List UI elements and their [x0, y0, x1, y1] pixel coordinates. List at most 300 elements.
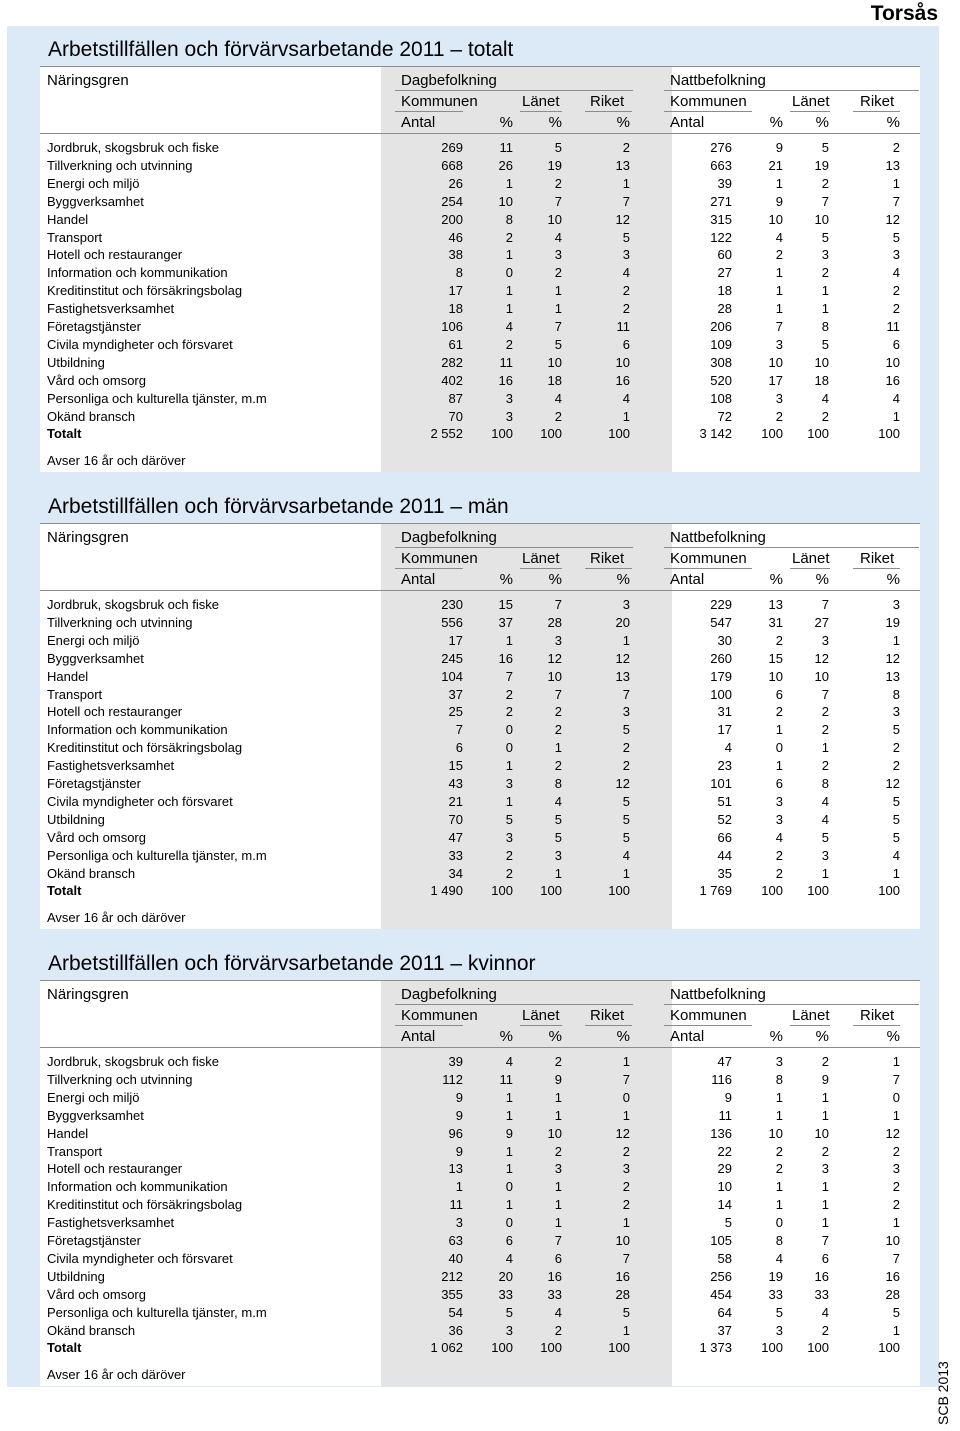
table-cell: 1 — [775, 1090, 783, 1105]
table-cell: 200 — [441, 212, 463, 227]
table-cell: 245 — [441, 651, 463, 666]
table-cell: 38 — [448, 247, 463, 262]
table-cell: 2 — [892, 283, 900, 298]
table-cell: 1 — [821, 1179, 829, 1194]
table-cell: 7 — [821, 194, 829, 209]
table-cell: 47 — [717, 1054, 732, 1069]
table-cell: 100 — [710, 687, 732, 702]
total-label: Totalt — [47, 1340, 82, 1355]
industry-label: Okänd bransch — [47, 409, 136, 424]
table-cell: 663 — [710, 158, 732, 173]
table-cell: 2 — [505, 687, 513, 702]
table-cell: 1 — [892, 1108, 900, 1123]
table-cell: 1 — [505, 1090, 513, 1105]
table-cell: 26 — [448, 176, 463, 191]
table-cell: 16 — [547, 1269, 562, 1284]
table-cell: 4 — [892, 265, 900, 280]
table-cell: 1 — [505, 301, 513, 316]
table-cell: 2 — [622, 1179, 630, 1194]
table-cell: 37 — [448, 687, 463, 702]
table-cell: 46 — [448, 230, 463, 245]
table-cell: 1 062 — [430, 1340, 463, 1355]
table-cell: 10 — [547, 1126, 562, 1141]
industry-label: Personliga och kulturella tjänster, m.m — [47, 391, 267, 406]
header-rule — [853, 568, 900, 569]
table-cell: 8 — [554, 776, 562, 791]
table-cell: 3 — [505, 830, 513, 845]
table-cell: 100 — [540, 426, 562, 441]
table-cell: 9 — [775, 140, 783, 155]
table-cell: 8 — [775, 1233, 783, 1248]
table-cell: 2 — [554, 722, 562, 737]
table-cell: 3 142 — [699, 426, 732, 441]
header-rule — [395, 1004, 633, 1005]
table-cell: 54 — [448, 1305, 463, 1320]
table-cell: 12 — [885, 651, 900, 666]
table-cell: 229 — [710, 597, 732, 612]
table-cell: 2 — [892, 740, 900, 755]
table-cell: 1 — [554, 1197, 562, 1212]
table-cell: 7 — [622, 194, 630, 209]
industry-label: Kreditinstitut och försäkringsbolag — [47, 1197, 243, 1212]
table-cell: 260 — [710, 651, 732, 666]
table-cell: 10 — [498, 194, 513, 209]
day-population-header: Dagbefolkning — [401, 986, 497, 1003]
table-cell: 0 — [505, 265, 513, 280]
table-cell: 2 — [821, 704, 829, 719]
table-cell: 4 — [505, 1054, 513, 1069]
night-riket-pct-header: % — [815, 571, 829, 588]
table-cell: 2 — [775, 848, 783, 863]
header-rule — [585, 568, 632, 569]
header-rule — [520, 1025, 562, 1026]
day-lanet-header: Länet — [522, 1007, 560, 1024]
table-cell: 2 — [622, 1144, 630, 1159]
industry-label: Fastighetsverksamhet — [47, 1215, 175, 1230]
table-cell: 5 — [892, 812, 900, 827]
table-cell: 70 — [448, 812, 463, 827]
table-cell: 100 — [807, 1340, 829, 1355]
table-cell: 7 — [892, 194, 900, 209]
table-cell: 556 — [441, 615, 463, 630]
industry-label: Utbildning — [47, 1269, 105, 1284]
table-cell: 4 — [821, 1305, 829, 1320]
table-cell: 13 — [448, 1161, 463, 1176]
table-cell: 51 — [717, 794, 732, 809]
table-cell: 28 — [885, 1287, 900, 1302]
table-cell: 179 — [710, 669, 732, 684]
table-cell: 4 — [622, 848, 630, 863]
table-cell: 87 — [448, 391, 463, 406]
table-cell: 355 — [441, 1287, 463, 1302]
day-riket-header: Riket — [590, 550, 625, 567]
table-cell: 1 — [554, 740, 562, 755]
header-rule — [395, 568, 463, 569]
table-cell: 3 — [455, 1215, 463, 1230]
day-kommunen-header: Kommunen — [401, 550, 478, 567]
table-cell: 64 — [717, 1305, 732, 1320]
table-cell: 6 — [554, 1251, 562, 1266]
night-population-header: Nattbefolkning — [670, 986, 766, 1003]
industry-label: Jordbruk, skogsbruk och fiske — [47, 597, 219, 612]
table-cell: 1 — [775, 176, 783, 191]
table-section — [40, 495, 920, 935]
table-cell: 9 — [455, 1108, 463, 1123]
header-rule — [790, 568, 830, 569]
table-cell: 11 — [449, 1197, 463, 1212]
header-rule — [40, 133, 920, 134]
table-cell: 30 — [717, 633, 732, 648]
header-rule — [790, 1025, 830, 1026]
day-lanet-pct-header: % — [499, 1028, 513, 1045]
industry-label: Handel — [47, 669, 89, 684]
table-cell: 1 — [455, 1179, 463, 1194]
table-cell: 1 — [505, 283, 513, 298]
table-cell: 5 — [622, 812, 630, 827]
table-cell: 9 — [455, 1090, 463, 1105]
table-cell: 100 — [491, 426, 513, 441]
table-cell: 5 — [821, 830, 829, 845]
table-cell: 100 — [807, 426, 829, 441]
table-cell: 1 — [554, 866, 562, 881]
day-pct-header: % — [616, 1028, 630, 1045]
header-rule — [664, 547, 919, 548]
industry-label: Utbildning — [47, 812, 105, 827]
table-cell: 70 — [448, 409, 463, 424]
table-cell: 2 — [554, 758, 562, 773]
table-cell: 28 — [547, 615, 562, 630]
table-cell: 0 — [505, 722, 513, 737]
table-cell: 3 — [892, 704, 900, 719]
table-cell: 34 — [448, 866, 463, 881]
header-rule — [395, 90, 633, 91]
table-cell: 1 — [892, 633, 900, 648]
table-cell: 308 — [710, 355, 732, 370]
industry-label: Vård och omsorg — [47, 830, 146, 845]
table-cell: 100 — [608, 426, 630, 441]
table-cell: 20 — [615, 615, 630, 630]
table-cell: 36 — [448, 1323, 463, 1338]
night-riket-header: Riket — [860, 93, 895, 110]
table-cell: 1 — [505, 1144, 513, 1159]
table-cell: 100 — [878, 426, 900, 441]
table-cell: 3 — [622, 704, 630, 719]
industry-label: Jordbruk, skogsbruk och fiske — [47, 1054, 219, 1069]
table-cell: 100 — [878, 883, 900, 898]
table-cell: 5 — [892, 722, 900, 737]
table-cell: 9 — [821, 1072, 829, 1087]
table-cell: 100 — [491, 1340, 513, 1355]
table-cell: 1 490 — [430, 883, 463, 898]
table-cell: 17 — [448, 283, 463, 298]
header-rule — [853, 1025, 900, 1026]
table-cell: 1 — [775, 265, 783, 280]
table-cell: 9 — [505, 1126, 513, 1141]
night-kommunen-header: Kommunen — [670, 93, 747, 110]
table-cell: 256 — [710, 1269, 732, 1284]
table-cell: 12 — [615, 776, 630, 791]
table-cell: 23 — [717, 758, 732, 773]
table-cell: 3 — [775, 812, 783, 827]
table-cell: 10 — [615, 355, 630, 370]
table-cell: 2 — [821, 265, 829, 280]
day-antal-header: Antal — [401, 571, 436, 588]
industry-label: Transport — [47, 230, 103, 245]
industry-label: Energi och miljö — [47, 633, 140, 648]
table-cell: 1 — [821, 301, 829, 316]
table-cell: 7 — [622, 687, 630, 702]
table-cell: 6 — [505, 1233, 513, 1248]
table-cell: 2 — [821, 722, 829, 737]
table-cell: 10 — [814, 669, 829, 684]
table-cell: 122 — [710, 230, 732, 245]
table-cell: 35 — [717, 866, 732, 881]
table-cell: 1 373 — [699, 1340, 732, 1355]
industry-label: Information och kommunikation — [47, 1179, 228, 1194]
night-lanet-pct-header: % — [769, 114, 783, 131]
source-footer: SCB 2013 — [935, 1361, 951, 1425]
table-cell: 10 — [814, 355, 829, 370]
table-cell: 315 — [710, 212, 732, 227]
table-cell: 1 — [622, 176, 630, 191]
table-cell: 39 — [448, 1054, 463, 1069]
table-cell: 4 — [821, 812, 829, 827]
table-cell: 212 — [441, 1269, 463, 1284]
table-cell: 16 — [498, 651, 513, 666]
table-cell: 33 — [448, 848, 463, 863]
table-cell: 6 — [821, 1251, 829, 1266]
table-cell: 269 — [441, 140, 463, 155]
table-cell: 0 — [622, 1090, 630, 1105]
table-cell: 1 — [505, 247, 513, 262]
table-cell: 1 — [622, 1108, 630, 1123]
table-cell: 4 — [554, 230, 562, 245]
table-cell: 2 — [821, 1144, 829, 1159]
table-cell: 2 — [505, 704, 513, 719]
table-cell: 2 — [554, 704, 562, 719]
table-cell: 1 — [505, 176, 513, 191]
table-cell: 0 — [505, 1179, 513, 1194]
night-population-header: Nattbefolkning — [670, 529, 766, 546]
table-cell: 3 — [775, 794, 783, 809]
table-cell: 19 — [885, 615, 900, 630]
table-cell: 1 — [554, 1090, 562, 1105]
night-kommunen-header: Kommunen — [670, 550, 747, 567]
table-cell: 33 — [814, 1287, 829, 1302]
table-cell: 2 — [554, 1144, 562, 1159]
table-cell: 1 — [821, 1090, 829, 1105]
industry-label: Handel — [47, 1126, 89, 1141]
table-cell: 7 — [821, 1233, 829, 1248]
table-cell: 61 — [448, 337, 463, 352]
table-cell: 14 — [717, 1197, 732, 1212]
table-cell: 5 — [892, 1305, 900, 1320]
industry-label: Civila myndigheter och försvaret — [47, 794, 233, 809]
table-cell: 25 — [448, 704, 463, 719]
night-riket-header: Riket — [860, 1007, 895, 1024]
table-cell: 0 — [505, 740, 513, 755]
industry-label: Företagstjänster — [47, 319, 141, 334]
day-lanet-pct-header: % — [499, 114, 513, 131]
table-cell: 7 — [554, 319, 562, 334]
table-cell: 9 — [724, 1090, 732, 1105]
day-pct-header: % — [616, 114, 630, 131]
industry-label: Utbildning — [47, 355, 105, 370]
industry-label: Handel — [47, 212, 89, 227]
table-cell: 5 — [622, 1305, 630, 1320]
table-cell: 116 — [711, 1072, 732, 1087]
table-cell: 5 — [775, 1305, 783, 1320]
night-antal-header: Antal — [670, 571, 705, 588]
night-population-header: Nattbefolkning — [670, 72, 766, 89]
table-cell: 12 — [885, 212, 900, 227]
table-cell: 4 — [554, 794, 562, 809]
table-cell: 2 — [554, 176, 562, 191]
table-cell: 4 — [505, 1251, 513, 1266]
table-cell: 16 — [615, 1269, 630, 1284]
table-cell: 6 — [622, 337, 630, 352]
industry-label: Energi och miljö — [47, 176, 140, 191]
industry-label: Transport — [47, 687, 103, 702]
table-cell: 2 — [775, 704, 783, 719]
table-cell: 2 — [505, 337, 513, 352]
table-cell: 10 — [885, 355, 900, 370]
industry-label: Företagstjänster — [47, 1233, 141, 1248]
table-cell: 2 — [892, 1179, 900, 1194]
table-cell: 668 — [441, 158, 463, 173]
table-cell: 3 — [622, 597, 630, 612]
table-cell: 4 — [775, 1251, 783, 1266]
table-cell: 1 — [892, 1054, 900, 1069]
table-cell: 16 — [615, 373, 630, 388]
table-cell: 1 — [892, 1215, 900, 1230]
table-cell: 4 — [892, 391, 900, 406]
header-rule — [790, 111, 830, 112]
table-cell: 105 — [710, 1233, 732, 1248]
table-cell: 29 — [717, 1161, 732, 1176]
day-antal-header: Antal — [401, 114, 436, 131]
industry-label: Vård och omsorg — [47, 373, 146, 388]
industry-label: Vård och omsorg — [47, 1287, 146, 1302]
table-cell: 1 — [892, 1323, 900, 1338]
table-cell: 19 — [547, 158, 562, 173]
table-cell: 18 — [814, 373, 829, 388]
industry-label: Hotell och restauranger — [47, 1161, 183, 1176]
table-cell: 100 — [761, 883, 783, 898]
night-riket-header: Riket — [860, 550, 895, 567]
table-cell: 7 — [775, 319, 783, 334]
industry-header: Näringsgren — [47, 986, 129, 1003]
table-cell: 10 — [768, 212, 783, 227]
header-rule — [664, 1025, 752, 1026]
table-cell: 16 — [814, 1269, 829, 1284]
industry-label: Civila myndigheter och försvaret — [47, 337, 233, 352]
table-cell: 19 — [768, 1269, 783, 1284]
table-cell: 136 — [710, 1126, 732, 1141]
night-riket-pct-header: % — [815, 1028, 829, 1045]
day-lanet-header: Länet — [522, 550, 560, 567]
table-cell: 13 — [615, 158, 630, 173]
table-cell: 60 — [717, 247, 732, 262]
header-rule — [664, 111, 752, 112]
table-cell: 2 — [892, 301, 900, 316]
table-cell: 22 — [717, 1144, 732, 1159]
table-cell: 10 — [814, 212, 829, 227]
table-cell: 4 — [821, 391, 829, 406]
table-cell: 206 — [710, 319, 732, 334]
section-title: Arbetstillfällen och förvärvsarbetande 2011 – totalt — [48, 38, 514, 61]
table-cell: 7 — [505, 669, 513, 684]
footnote: Avser 16 år och däröver — [47, 453, 186, 468]
table-cell: 1 — [775, 758, 783, 773]
table-cell: 2 — [821, 758, 829, 773]
industry-label: Fastighetsverksamhet — [47, 301, 175, 316]
table-cell: 1 — [622, 409, 630, 424]
table-cell: 96 — [448, 1126, 463, 1141]
table-cell: 1 — [505, 1108, 513, 1123]
industry-label: Tillverkning och utvinning — [47, 1072, 193, 1087]
table-cell: 100 — [761, 1340, 783, 1355]
header-rule — [40, 590, 920, 591]
table-cell: 2 — [821, 176, 829, 191]
table-cell: 3 — [505, 1323, 513, 1338]
day-antal-header: Antal — [401, 1028, 436, 1045]
footnote: Avser 16 år och däröver — [47, 910, 186, 925]
day-riket-header: Riket — [590, 93, 625, 110]
table-cell: 104 — [441, 669, 463, 684]
table-cell: 18 — [547, 373, 562, 388]
header-rule — [520, 111, 562, 112]
table-cell: 5 — [622, 794, 630, 809]
table-cell: 3 — [892, 597, 900, 612]
table-cell: 16 — [885, 373, 900, 388]
table-cell: 20 — [498, 1269, 513, 1284]
table-section — [40, 38, 920, 478]
table-cell: 5 — [622, 722, 630, 737]
industry-header: Näringsgren — [47, 529, 129, 546]
table-cell: 3 — [622, 247, 630, 262]
table-cell: 7 — [892, 1251, 900, 1266]
header-rule — [585, 1025, 632, 1026]
table-cell: 31 — [717, 704, 732, 719]
night-lanet-header: Länet — [792, 93, 830, 110]
header-rule — [40, 523, 920, 524]
table-cell: 3 — [775, 1054, 783, 1069]
table-cell: 15 — [448, 758, 463, 773]
table-cell: 10 — [885, 1233, 900, 1248]
industry-label: Okänd bransch — [47, 1323, 136, 1338]
table-section — [40, 952, 920, 1392]
table-cell: 2 — [505, 848, 513, 863]
industry-label: Energi och miljö — [47, 1090, 140, 1105]
industry-label: Personliga och kulturella tjänster, m.m — [47, 1305, 267, 1320]
table-cell: 5 — [554, 830, 562, 845]
night-antal-header: Antal — [670, 114, 705, 131]
table-cell: 3 — [821, 247, 829, 262]
table-cell: 9 — [775, 194, 783, 209]
table-cell: 2 — [821, 1323, 829, 1338]
night-pct-header: % — [886, 114, 900, 131]
table-cell: 1 — [775, 722, 783, 737]
table-cell: 1 — [892, 409, 900, 424]
table-cell: 2 — [505, 230, 513, 245]
day-kommunen-header: Kommunen — [401, 93, 478, 110]
header-rule — [395, 111, 463, 112]
table-cell: 5 — [622, 230, 630, 245]
table-cell: 3 — [775, 337, 783, 352]
industry-label: Byggverksamhet — [47, 1108, 144, 1123]
table-cell: 13 — [885, 669, 900, 684]
